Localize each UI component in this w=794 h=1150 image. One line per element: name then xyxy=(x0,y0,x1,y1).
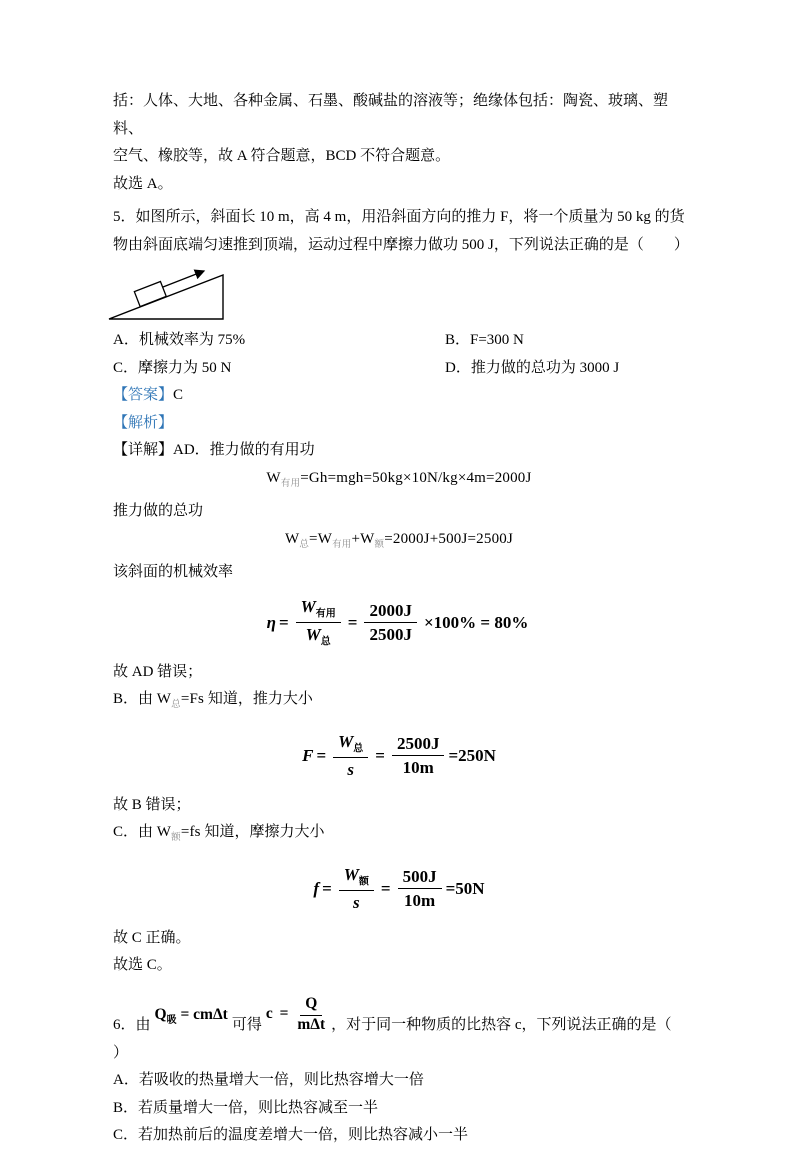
q5-detail-line xyxy=(113,437,685,465)
conclusion-ad: 故 AD 错误； xyxy=(113,663,203,680)
sub-useful: 有用 xyxy=(332,539,352,550)
q5-analysis-line xyxy=(113,410,685,438)
equals: = xyxy=(279,1005,289,1023)
var-f-capital: F xyxy=(302,745,314,765)
sub-extra: 额 xyxy=(171,833,181,843)
total-work-label: 推力做的总功 xyxy=(113,503,204,519)
q6-option-b: B．若质量增大一倍，则比热容减至一半 xyxy=(113,1099,379,1116)
sub-total: 总 xyxy=(171,700,181,710)
b-prefix: B．由 xyxy=(113,691,154,707)
efficiency-result: ×100% = 80% xyxy=(423,612,529,632)
q5-b-reasoning xyxy=(113,686,685,720)
q6-mid-text: 可得 xyxy=(231,1017,262,1033)
sub-useful: 有用 xyxy=(280,478,301,489)
fraction-w-useful-over-w-total xyxy=(296,596,341,649)
equals: = xyxy=(380,878,391,898)
useful-work-expression: =Gh=mgh=50kg×10N/kg×4m=2000J xyxy=(300,469,532,486)
q5-options-row-1 xyxy=(113,327,685,355)
conclusion-c: 故 C 正确。 xyxy=(113,929,191,946)
q5-c-reasoning xyxy=(113,819,685,853)
var-w-useful: W xyxy=(317,530,333,547)
c-suffix: 知道，摩擦力大小 xyxy=(204,824,325,840)
q5-option-a: A．机械效率为 75% xyxy=(113,332,246,348)
intro-line-1: 括：人体、大地、各种金属、石墨、酸碱盐的溶液等；绝缘体包括：陶瓷、玻璃、塑料、 xyxy=(113,93,669,137)
equals: = xyxy=(322,878,332,898)
c-prefix: C．由 xyxy=(113,824,154,840)
equals: = xyxy=(347,612,358,632)
var-s: s xyxy=(353,892,360,912)
friction-result: =50N xyxy=(445,878,485,898)
heat-formula xyxy=(155,1001,228,1035)
var-w: W xyxy=(338,731,354,751)
q5-stem-line-2: 物由斜面底端匀速推到顶端，运动过程中摩擦力做功 500 J，下列说法正确的是（ ） xyxy=(113,236,689,253)
q5-option-b: B．F=300 N xyxy=(445,332,524,348)
sub-extra: 额 xyxy=(358,876,369,888)
sub-total: 总 xyxy=(320,636,331,648)
sub-total: 总 xyxy=(299,539,310,550)
q6-stem-line-2: ） xyxy=(113,1044,129,1061)
fraction-w-extra-over-s xyxy=(339,864,374,913)
q6-option-a: A．若吸收的热量增大一倍，则比热容增大一倍 xyxy=(113,1072,424,1088)
q5-option-c: C．摩擦力为 50 N xyxy=(113,359,232,376)
analysis-label: 【解析】 xyxy=(113,414,174,431)
detail-intro: AD．推力做的有用功 xyxy=(173,442,315,458)
fraction-w-total-over-s xyxy=(333,731,368,780)
q6-stem-line-1 xyxy=(113,980,685,1040)
denominator-mdt: mΔt xyxy=(297,1015,326,1033)
detail-label: 【详解】 xyxy=(113,442,174,458)
denominator: 10m xyxy=(404,891,436,910)
numerator: 500J xyxy=(398,866,442,889)
numerator: 2000J xyxy=(364,600,417,623)
numerator: 2500J xyxy=(392,733,445,756)
sub-useful: 有用 xyxy=(315,608,336,620)
q5-answer-line xyxy=(113,382,685,410)
w-equals-fs: =Fs xyxy=(180,691,205,707)
plus: + xyxy=(351,530,361,547)
var-f-lower: f xyxy=(313,878,320,898)
efficiency-label: 该斜面的机械效率 xyxy=(113,564,234,580)
numerator-q: Q xyxy=(300,995,322,1016)
fraction-2000J-over-2500J xyxy=(364,600,417,646)
total-work-formula xyxy=(113,526,685,560)
var-w: W xyxy=(156,691,172,707)
var-w: W xyxy=(305,625,321,644)
b-suffix: 知道，推力大小 xyxy=(207,691,313,707)
sub-total: 总 xyxy=(353,743,364,755)
equals: = xyxy=(309,530,318,547)
inclined-plane-diagram xyxy=(101,261,685,325)
equals: = xyxy=(375,745,385,765)
var-c: c xyxy=(265,1005,273,1023)
q6-option-c: C．若加热前后的温度差增大一倍，则比热容减小一半 xyxy=(113,1127,469,1143)
document-content xyxy=(113,88,689,1150)
heat-expression: = cmΔt xyxy=(180,1005,228,1023)
intro-line-3: 故选 A。 xyxy=(113,175,173,192)
q6-suffix: ，对于同一种物质的比热容 c，下列说法正确的是（ xyxy=(331,1017,672,1033)
q5-options-row-2 xyxy=(113,355,685,383)
q6-prefix: 6．由 xyxy=(113,1017,151,1033)
equals: = xyxy=(316,745,327,765)
fraction-500J-over-10m xyxy=(398,866,442,912)
var-w: W xyxy=(343,864,359,884)
efficiency-formula xyxy=(113,595,685,651)
var-eta: η xyxy=(266,612,276,632)
denominator: 2500J xyxy=(369,625,412,644)
force-formula xyxy=(113,728,685,784)
force-result: =250N xyxy=(448,745,496,765)
sub-extra: 额 xyxy=(374,539,385,550)
var-w-extra: W xyxy=(360,530,375,547)
var-w: W xyxy=(156,824,172,840)
friction-formula xyxy=(113,861,685,917)
answer-label: 【答案】 xyxy=(113,387,174,403)
intro-line-2: 空气、橡胶等，故 A 符合题意，BCD 不符合题意。 xyxy=(113,148,451,164)
denominator: 10m xyxy=(402,758,434,777)
q5-option-d: D．推力做的总功为 3000 J xyxy=(445,359,620,376)
conclusion-final: 故选 C。 xyxy=(113,957,172,973)
var-q: Q xyxy=(154,1005,167,1023)
sub-absorb: 吸 xyxy=(166,1015,177,1026)
var-w: W xyxy=(300,597,316,617)
answer-value: C xyxy=(173,387,184,403)
q5-stem-line-1: 5．如图所示，斜面长 10 m，高 4 m，用沿斜面方向的推力 F，将一个质量为 50 kg 的货 xyxy=(113,209,685,225)
var-w-total: W xyxy=(284,530,300,547)
var-s: s xyxy=(347,759,354,779)
block-on-slope xyxy=(134,281,166,306)
inclined-plane-svg xyxy=(101,261,251,325)
specific-heat-formula xyxy=(266,995,327,1034)
fraction-q-over-mdt xyxy=(297,995,325,1034)
fraction-2500J-over-10m xyxy=(392,733,445,779)
w-equals-fs-lower: =fs xyxy=(180,824,201,840)
var-w: W xyxy=(266,469,281,486)
useful-work-formula xyxy=(113,465,685,499)
equals: = xyxy=(278,612,289,632)
conclusion-b: 故 B 错误； xyxy=(113,796,191,813)
total-work-expression: =2000J+500J=2500J xyxy=(384,530,514,547)
